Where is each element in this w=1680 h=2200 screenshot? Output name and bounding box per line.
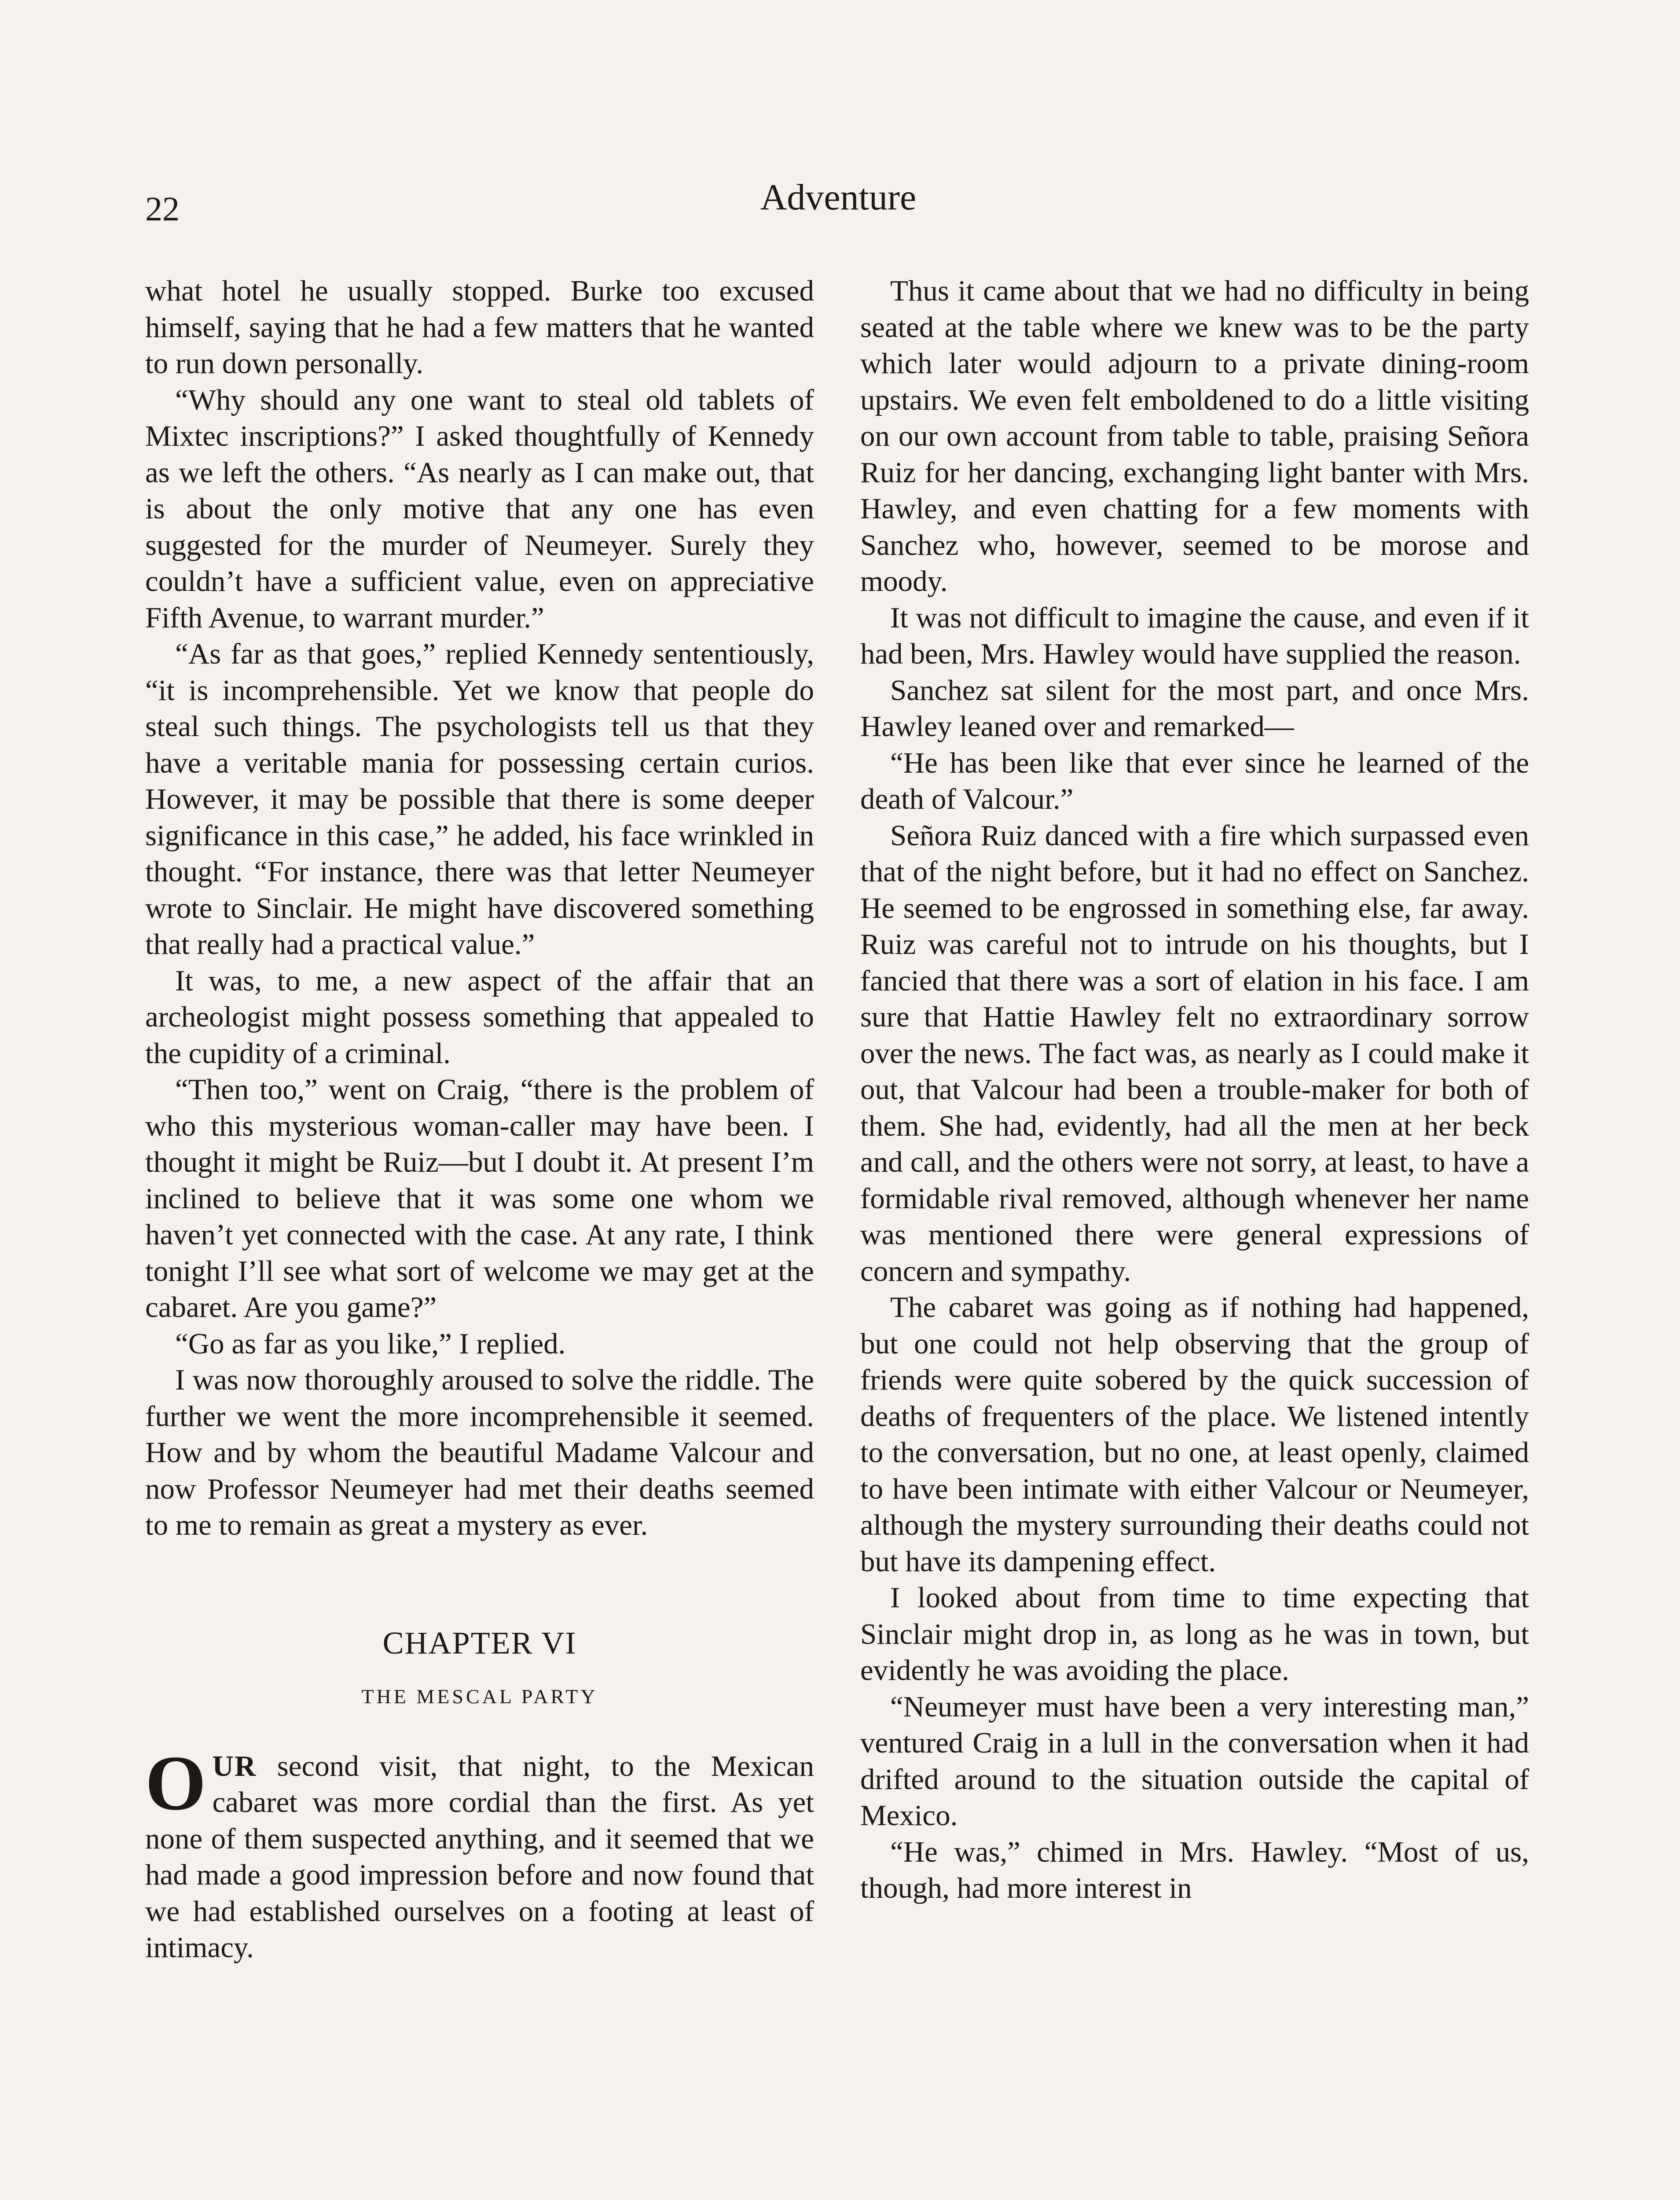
paragraph: It was, to me, a new aspect of the affair that an archeologist might possess something that appealed to the cupidity of a criminal.	[145, 964, 814, 1070]
paragraph: The cabaret was going as if nothing had happened, but one could not help observing that the group of friends were quite sobered by the quick succession of deaths of frequenters of the place. We listened intently to the conversation, but no one, at least openly, claimed to have been intimate with either Valcour or Neumeyer, although the mystery surrounding their deaths could not but have its dampening effect.	[860, 1291, 1529, 1578]
paragraph: “He has been like that ever since he learned of the death of Valcour.”	[860, 746, 1529, 815]
paragraph: “As far as that goes,” replied Kennedy sententiously, “it is incomprehensible. Yet we know that people do steal such things. The psychologists tell us that they have a veritable mania for possessing certain curios. However, it may be possible that there is some deeper significance in this case,” he added, his face wrinkled in thought. “For instance, there was that letter Neumeyer wrote to Sinclair. He might have discovered something that really had a practical value.”	[145, 638, 814, 961]
paragraph: I was now thoroughly aroused to solve the riddle. The further we went the more incomprehensible it seemed. How and by whom the beautiful Madame Valcour and now Professor Neumeyer had met their deaths seemed to me to remain as great a mystery as ever.	[145, 1364, 814, 1541]
drop-cap: O	[145, 1739, 206, 1826]
left-column	[145, 273, 814, 1966]
right-column	[860, 273, 1529, 1907]
chapter-subtitle: THE MESCAL PARTY	[361, 1685, 598, 1708]
paragraph: Sanchez sat silent for the most part, and once Mrs. Hawley leaned over and remarked—	[860, 674, 1529, 743]
opening-text: second visit, that night, to the Mexican cabaret was more cordial than the first. As yet none of them suspected anything, and it seemed that we had made a good impression before and now found that we had established ourselves on a footing at least of intimacy.	[145, 1749, 814, 1964]
paragraph: “Go as far as you like,” I replied.	[175, 1327, 566, 1360]
paragraph: “Neumeyer must have been a very interesting man,” ventured Craig in a lull in the conversation when it had drifted around to the situation outside the capital of Mexico.	[860, 1690, 1529, 1832]
paragraph: “He was,” chimed in Mrs. Hawley. “Most of us, though, had more interest in	[860, 1835, 1529, 1904]
chapter-heading: CHAPTER VI	[382, 1625, 577, 1661]
paragraph: It was not difficult to imagine the cause, and even if it had been, Mrs. Hawley would have supplied the reason.	[860, 601, 1529, 670]
paragraph: “Why should any one want to steal old tablets of Mixtec inscriptions?” I asked thoughtfully of Kennedy as we left the others. “As nearly as I can make out, that is about the only motive that any one has even suggested for the murder of Neumeyer. Surely they couldn’t have a sufficient value, even on appreciative Fifth Avenue, to warrant murder.”	[145, 383, 814, 634]
paragraph: what hotel he usually stopped. Burke too excused himself, saying that he had a few matters that he wanted to run down personally.	[145, 275, 814, 380]
paragraph: “Then too,” went on Craig, “there is the problem of who this mysterious woman-caller may have been. I thought it might be Ruiz—but I doubt it. At present I’m inclined to believe that it was some one whom we haven’t yet connected with the case. At any rate, I think tonight I’ll see what sort of welcome we may get at the cabaret. Are you game?”	[145, 1073, 814, 1324]
chapter-opening-paragraph	[145, 1739, 814, 1966]
paragraph: Señora Ruiz danced with a fire which surpassed even that of the night before, but it had no effect on Sanchez. He seemed to be engrossed in something else, far away. Ruiz was careful not to intrude on his thoughts, but I fancied that there was a sort of elation in his face. I am sure that Hattie Hawley felt no extraordinary sorrow over the news. The fact was, as nearly as I could make it out, that Valcour had been a trouble-maker for both of them. She had, evidently, had all the men at her beck and call, and the others were not sorry, at least, to have a formidable rival removed, although whenever her name was mentioned there were general expressions of concern and sympathy.	[860, 819, 1529, 1287]
paragraph: Thus it came about that we had no difficulty in being seated at the table where we knew was to be the party which later would adjourn to a private dining-room upstairs. We even felt emboldened to do a little visiting on our own account from table to table, praising Señora Ruiz for her dancing, exchanging light banter with Mrs. Hawley, and even chatting for a few moments with Sanchez who, however, seemed to be morose and moody.	[860, 275, 1529, 598]
running-title: Adventure	[760, 177, 917, 218]
opening-small-caps: UR	[212, 1749, 257, 1782]
page-header	[145, 176, 1531, 238]
page-number: 22	[145, 190, 180, 228]
paragraph: I looked about from time to time expecting that Sinclair might drop in, as long as he was in town, but evidently he was avoiding the place.	[860, 1581, 1529, 1687]
